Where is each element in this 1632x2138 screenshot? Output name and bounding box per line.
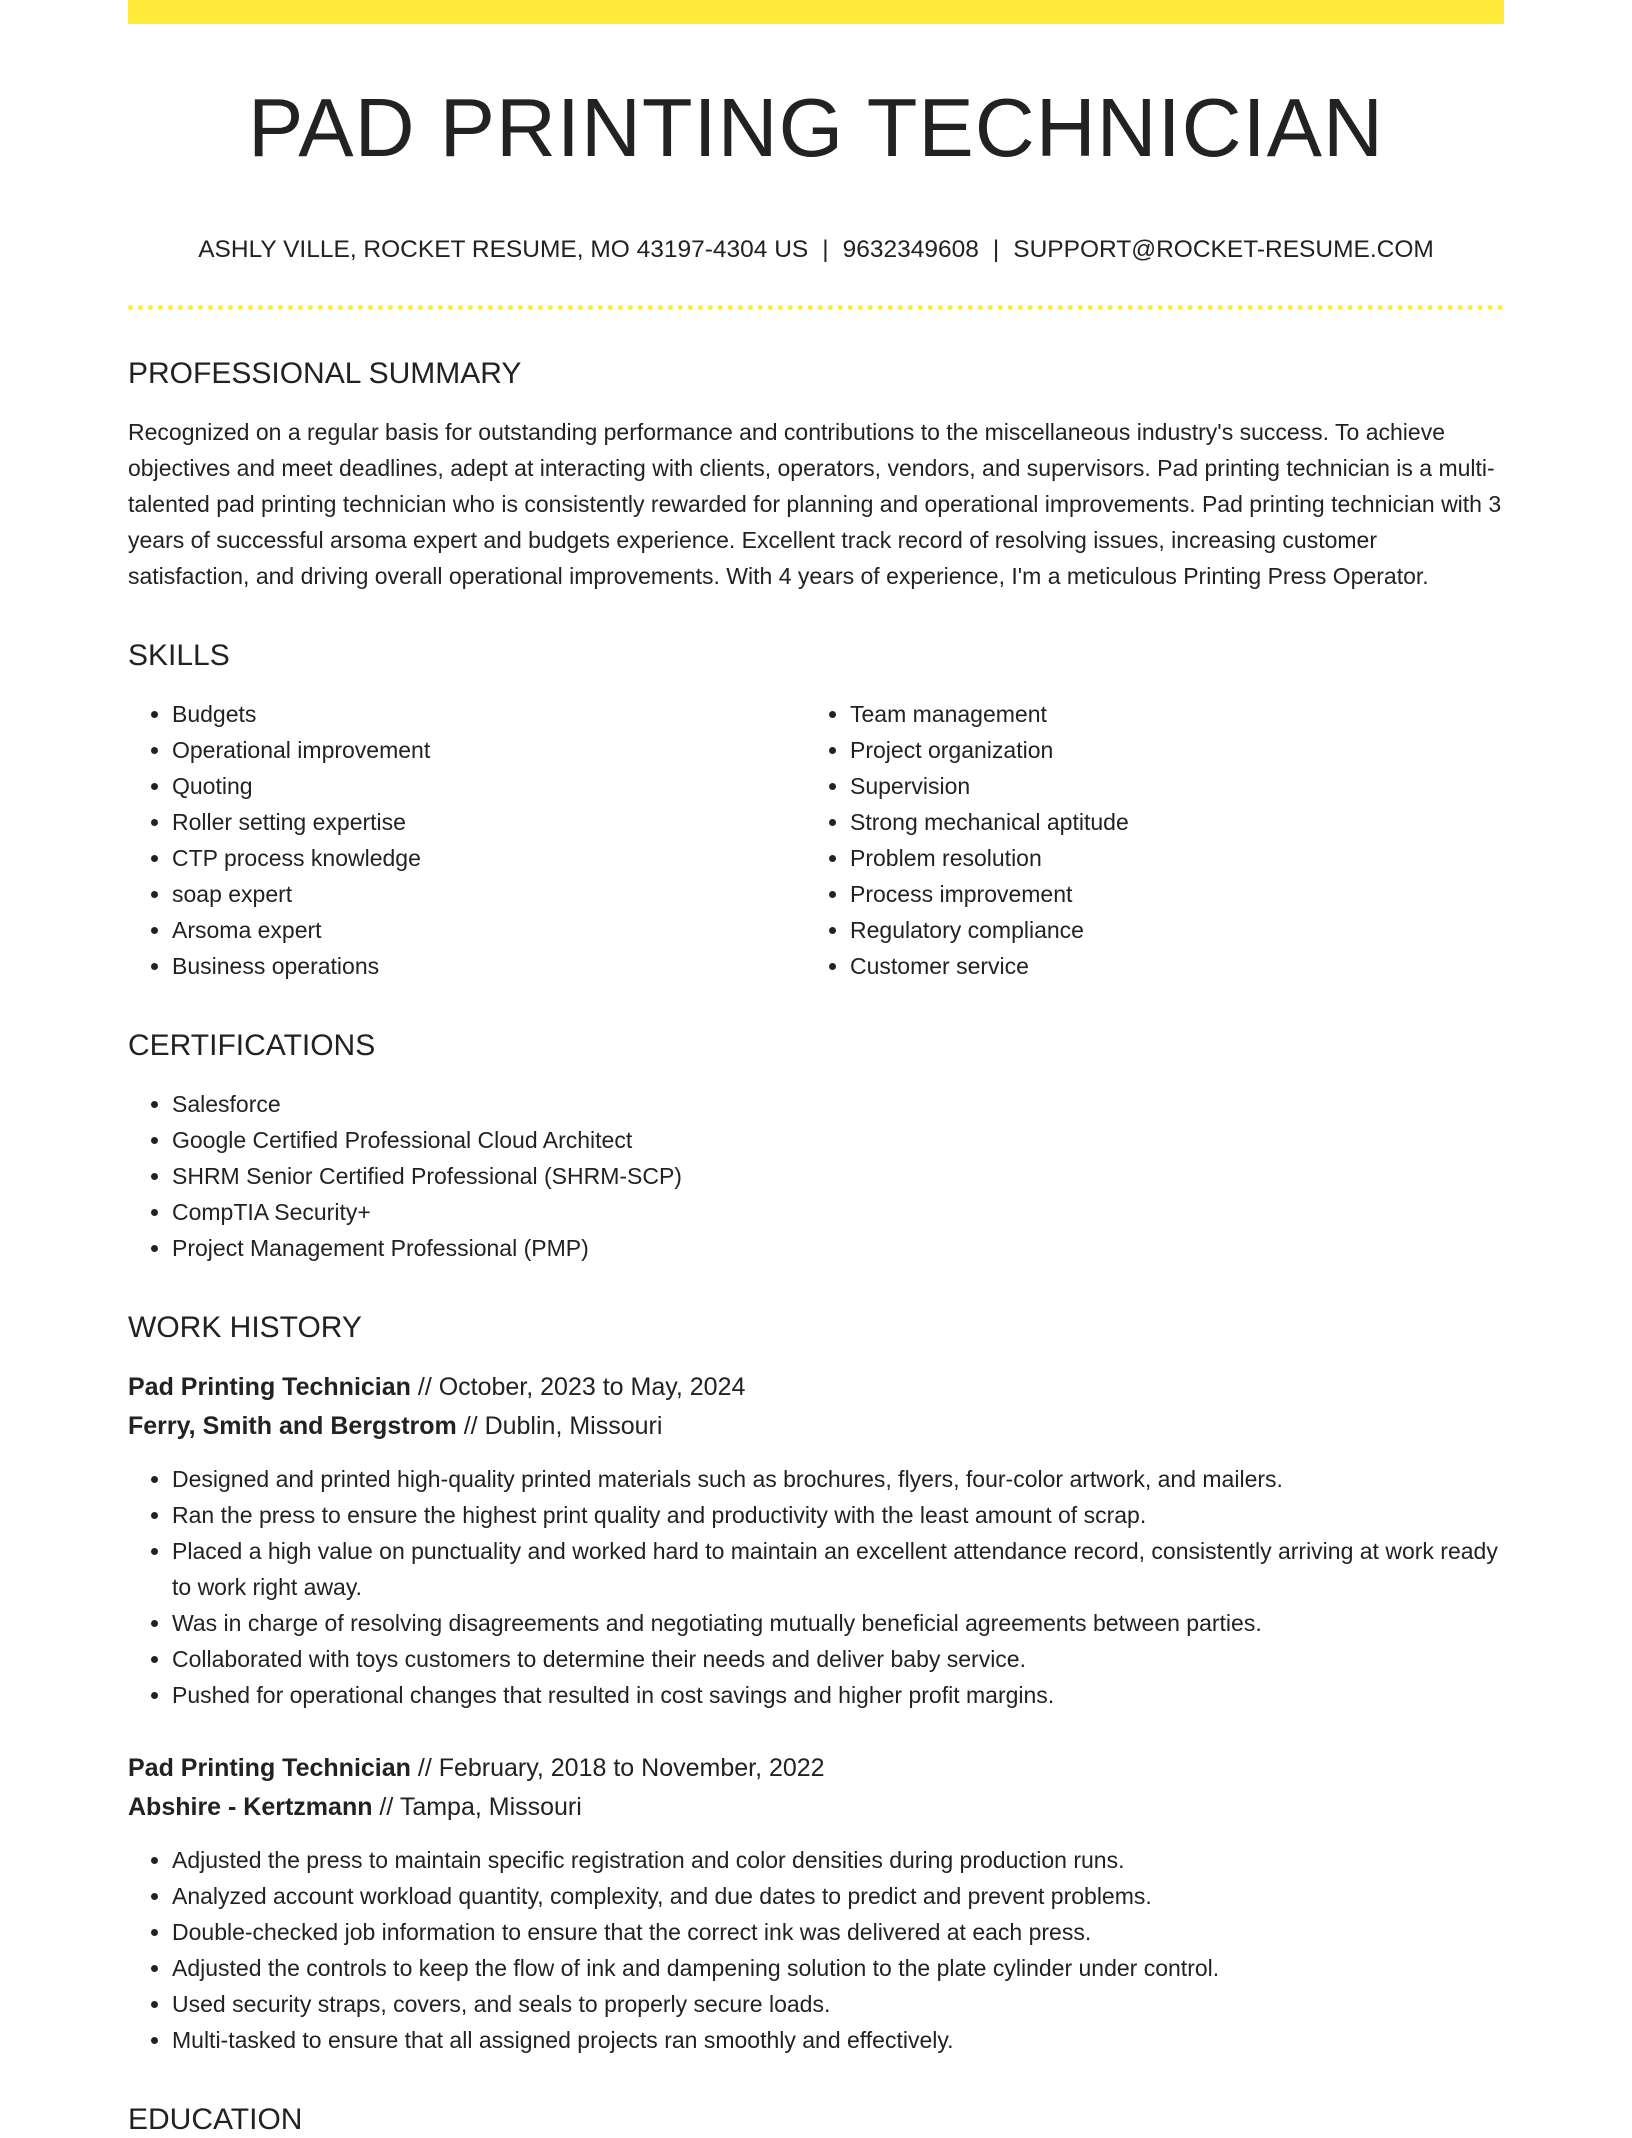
skills-grid <box>128 696 1504 984</box>
job-company: Abshire - Kertzmann <box>128 1792 373 1821</box>
job-dates: // October, 2023 to May, 2024 <box>410 1372 746 1401</box>
job-duties-list <box>128 1842 1504 2058</box>
contact-email: SUPPORT@ROCKET-RESUME.COM <box>1013 236 1434 264</box>
skills-heading: SKILLS <box>128 638 230 672</box>
contact-line <box>128 235 1504 264</box>
resume-page <box>128 0 1504 2138</box>
resume-title: PAD PRINTING TECHNICIAN <box>248 81 1384 174</box>
certification-item: • Google Certified Professional Cloud Architect <box>172 1122 1504 1158</box>
top-accent-bar <box>128 0 1504 24</box>
job-duty-item: • Adjusted the controls to keep the flow of ink and dampening solution to the plate cylinder under control. <box>172 1950 1504 1986</box>
education-section <box>128 2102 1504 2138</box>
certification-item: • CompTIA Security+ <box>172 1194 1504 1230</box>
skill-item: • Regulatory compliance <box>850 912 1484 948</box>
job-company-line <box>128 1788 1504 1827</box>
job-entry <box>128 1749 1504 2058</box>
education-heading: EDUCATION <box>128 2102 303 2136</box>
job-title-line <box>128 1368 1504 1407</box>
summary-section <box>128 356 1504 594</box>
skill-item: • Roller setting expertise <box>172 804 806 840</box>
job-location: // Dublin, Missouri <box>456 1411 663 1440</box>
skill-item: • Supervision <box>850 768 1484 804</box>
job-duty-item: • Was in charge of resolving disagreements and negotiating mutually beneficial agreements between parties. <box>172 1605 1504 1641</box>
job-duty-item: • Collaborated with toys customers to determine their needs and deliver baby service. <box>172 1641 1504 1677</box>
summary-text: Recognized on a regular basis for outstanding performance and contributions to the miscellaneous industry's success. To achieve objectives and meet deadlines, adept at interacting with clients, operators, vendors, and supervisors. Pad printing technician is a multi-talented pad printing technician who is consistently rewarded for planning and operational improvements. Pad printing technician with 3 years of successful arsoma expert and budgets experience. Excellent track record of resolving issues, increasing customer satisfaction, and driving overall operational improvements. With 4 years of experience, I'm a meticulous Printing Press Operator. <box>128 418 1502 589</box>
job-duty-item: • Multi-tasked to ensure that all assigned projects ran smoothly and effectively. <box>172 2022 1504 2058</box>
skill-item: • Operational improvement <box>172 732 806 768</box>
job-duty-item: • Double-checked job information to ensure that the correct ink was delivered at each press. <box>172 1914 1504 1950</box>
certifications-heading: CERTIFICATIONS <box>128 1028 376 1062</box>
skill-item: • Arsoma expert <box>172 912 806 948</box>
skill-item: • Quoting <box>172 768 806 804</box>
contact-separator: | <box>992 236 1000 264</box>
job-location: // Tampa, Missouri <box>372 1792 582 1821</box>
job-entry <box>128 1368 1504 1713</box>
skill-item: • Problem resolution <box>850 840 1484 876</box>
contact-address: ASHLY VILLE, ROCKET RESUME, MO 43197-4304 US <box>198 236 809 264</box>
skill-item: • Project organization <box>850 732 1484 768</box>
job-duty-item: • Adjusted the press to maintain specific registration and color densities during production runs. <box>172 1842 1504 1878</box>
summary-heading: PROFESSIONAL SUMMARY <box>128 356 522 390</box>
job-duty-item: • Used security straps, covers, and seals to properly secure loads. <box>172 1986 1504 2022</box>
skill-item: • Team management <box>850 696 1484 732</box>
skill-item: • Customer service <box>850 948 1484 984</box>
job-company-line <box>128 1407 1504 1446</box>
job-role: Pad Printing Technician <box>128 1753 411 1782</box>
certifications-list <box>128 1086 1504 1266</box>
certifications-section <box>128 1028 1504 1266</box>
skills-section <box>128 638 1504 984</box>
skill-item: • Process improvement <box>850 876 1484 912</box>
work-history-section <box>128 1310 1504 2058</box>
skill-item: • Business operations <box>172 948 806 984</box>
contact-phone: 9632349608 <box>842 236 979 264</box>
job-duty-item: • Placed a high value on punctuality and worked hard to maintain an excellent attendance record, consistently arriving at work ready to work right away. <box>172 1533 1504 1605</box>
job-duty-item: • Pushed for operational changes that resulted in cost savings and higher profit margins. <box>172 1677 1504 1713</box>
header-divider <box>128 305 1504 310</box>
job-role: Pad Printing Technician <box>128 1372 411 1401</box>
job-company: Ferry, Smith and Bergstrom <box>128 1411 457 1440</box>
skill-item: • Strong mechanical aptitude <box>850 804 1484 840</box>
certification-item: • SHRM Senior Certified Professional (SHRM-SCP) <box>172 1158 1504 1194</box>
job-duty-item: • Ran the press to ensure the highest print quality and productivity with the least amount of scrap. <box>172 1497 1504 1533</box>
work-history-heading: WORK HISTORY <box>128 1310 362 1344</box>
job-dates: // February, 2018 to November, 2022 <box>410 1753 825 1782</box>
skills-left-list <box>128 696 806 984</box>
job-title-line <box>128 1749 1504 1788</box>
job-duty-item: • Designed and printed high-quality printed materials such as brochures, flyers, four-color artwork, and mailers. <box>172 1461 1504 1497</box>
job-duties-list <box>128 1461 1504 1713</box>
skill-item: • Budgets <box>172 696 806 732</box>
skills-right-list <box>806 696 1484 984</box>
contact-separator: | <box>822 236 829 264</box>
skill-item: • soap expert <box>172 876 806 912</box>
certification-item: • Project Management Professional (PMP) <box>172 1230 1504 1266</box>
skill-item: • CTP process knowledge <box>172 840 806 876</box>
job-duty-item: • Analyzed account workload quantity, complexity, and due dates to predict and prevent problems. <box>172 1878 1504 1914</box>
certification-item: • Salesforce <box>172 1086 1504 1122</box>
